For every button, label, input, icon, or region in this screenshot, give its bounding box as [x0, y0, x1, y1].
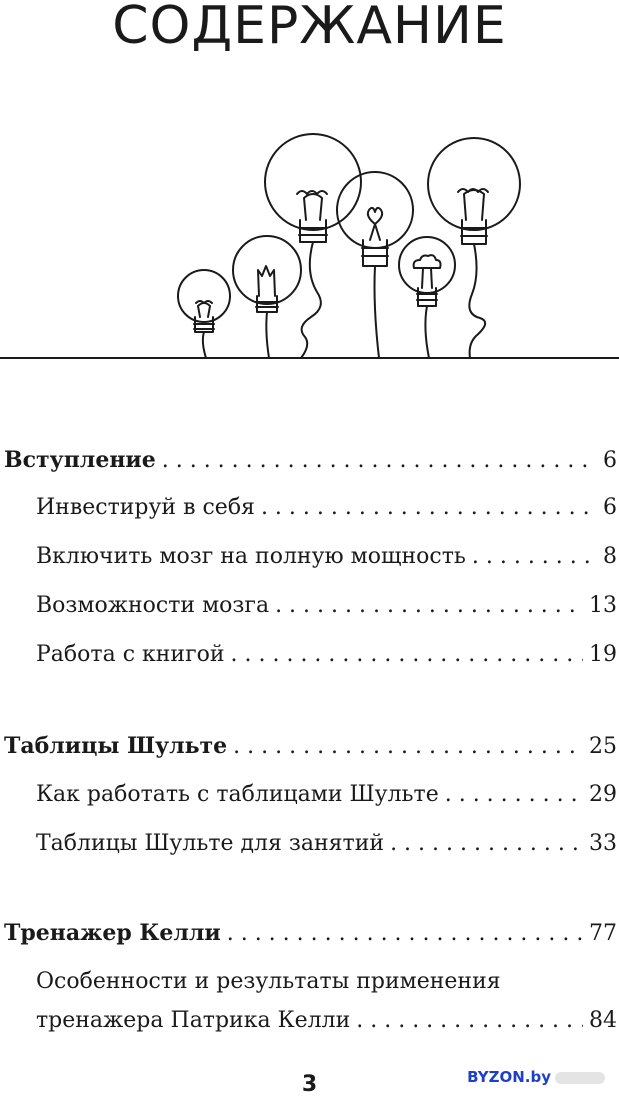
lightbulb-icon [428, 138, 520, 358]
lightbulb-icon [233, 236, 301, 358]
toc-page-number: 33 [589, 831, 617, 856]
toc-item[interactable] [36, 1006, 617, 1036]
toc-item-title: Работа с книгой [36, 642, 225, 667]
toc-page-number: 25 [589, 734, 617, 759]
toc-chapter[interactable] [4, 918, 617, 949]
dot-leader [275, 591, 583, 621]
toc-item-title: Включить мозг на полную мощность [36, 544, 466, 569]
lightbulb-icon [178, 270, 230, 358]
toc-item-title: Возможности мозга [36, 593, 270, 618]
dot-leader [390, 829, 583, 859]
toc-page-number: 8 [603, 544, 617, 569]
dot-leader [162, 446, 597, 476]
toc-page-number: 29 [589, 782, 617, 807]
toc-page-number: 6 [603, 495, 617, 520]
dot-leader [227, 919, 583, 949]
toc-page-number: 6 [603, 448, 617, 473]
toc-item[interactable] [36, 493, 617, 523]
toc-page-number: 84 [589, 1008, 617, 1033]
dot-leader [472, 542, 597, 572]
toc-item[interactable] [36, 591, 617, 621]
dot-leader [261, 493, 597, 523]
toc-chapter-title: Вступление [4, 447, 156, 473]
dot-leader [233, 732, 583, 762]
lightbulb-icon [265, 134, 361, 358]
toc-item[interactable] [36, 640, 617, 670]
toc-item-title: Таблицы Шульте для занятий [36, 831, 385, 856]
watermark [467, 1066, 605, 1088]
toc-chapter[interactable] [4, 731, 617, 762]
toc-chapter[interactable] [4, 445, 617, 476]
lightbulbs-illustration [0, 120, 619, 370]
toc-item-title-line1[interactable]: Особенности и результаты применения [36, 969, 501, 994]
toc-item-title: Как работать с таблицами Шульте [36, 782, 439, 807]
dot-leader [356, 1006, 583, 1036]
toc-page-number: 13 [589, 593, 617, 618]
toc-chapter-title: Таблицы Шульте [4, 733, 228, 759]
dot-leader [445, 780, 583, 810]
lightbulb-icon [337, 172, 413, 358]
toc-item-title: Инвестируй в себя [36, 495, 255, 520]
toc-page-number: 19 [589, 642, 617, 667]
watermark-text: BYZON.by [467, 1068, 551, 1086]
toc-chapter-title: Тренажер Келли [4, 920, 221, 946]
toc-item[interactable] [36, 542, 617, 572]
toc-item[interactable] [36, 829, 617, 859]
page-title: СОДЕРЖАНИЕ [112, 0, 507, 56]
toc-item-title: тренажера Патрика Келли [36, 1008, 351, 1033]
blurred-region [555, 1072, 605, 1084]
toc-item[interactable] [36, 780, 617, 810]
toc-page-number: 77 [589, 921, 617, 946]
page-number: 3 [301, 1072, 318, 1097]
dot-leader [231, 640, 583, 670]
lightbulb-icon [399, 237, 455, 358]
